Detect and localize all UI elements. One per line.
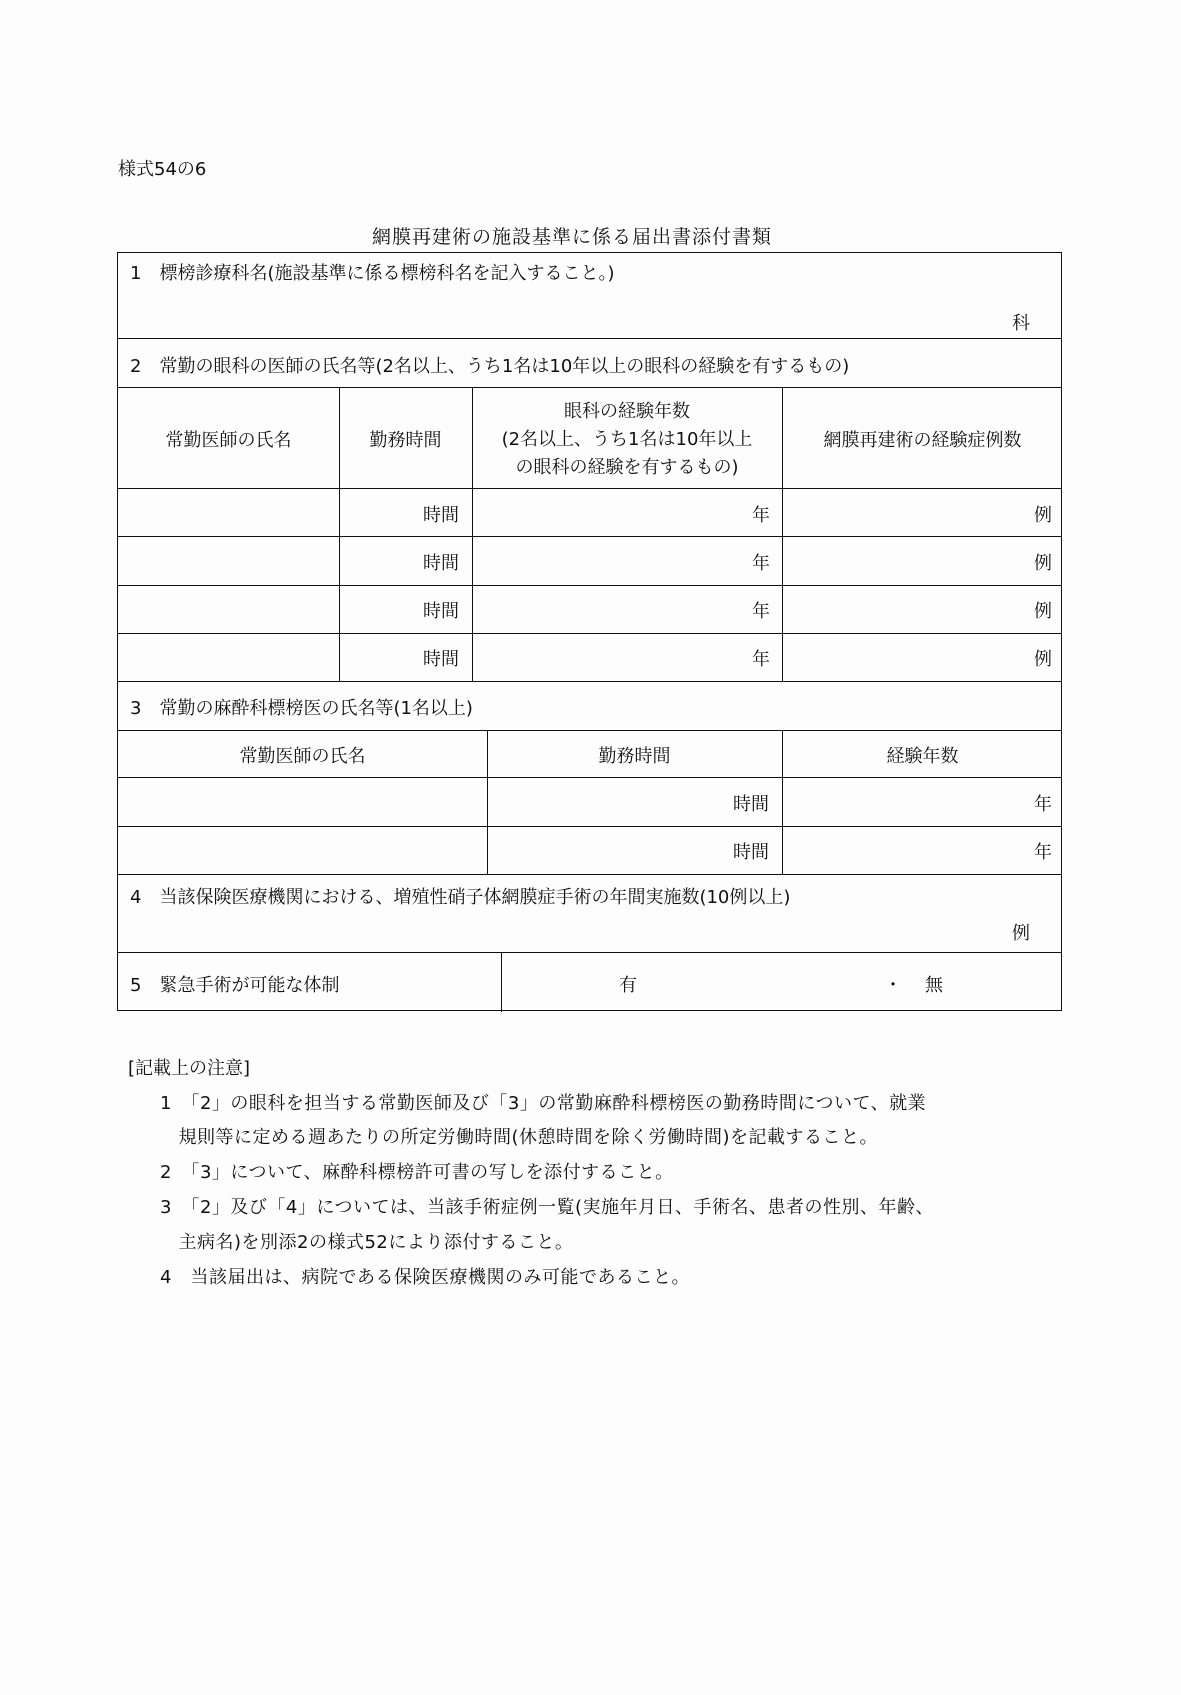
divider [118,681,1061,682]
hours-unit: 時間 [423,505,459,526]
section1-unit: 科 [1012,313,1030,334]
cases-unit: 例 [1034,505,1052,526]
divider [118,874,1061,875]
divider [118,488,1061,489]
hours-unit: 時間 [733,794,769,815]
hours-unit: 時間 [423,601,459,622]
notes-title: [記載上の注意] [128,1058,251,1079]
section5-label: 5 緊急手術が可能な体制 [130,975,340,996]
form-table [117,252,1062,1011]
doctor-name-input[interactable] [122,541,332,581]
col-header-ophthalmology-years [472,398,782,482]
note-item: 1 「2」の眼科を担当する常勤医師及び「3」の常勤麻酔科標榜医の勤務時間について、就業 [160,1093,927,1114]
years-unit: 年 [1034,842,1052,863]
divider [118,826,1061,827]
note-item: 2 「3」について、麻酔科標榜許可書の写しを添付すること。 [160,1162,674,1183]
note-item: 3 「2」及び「4」については、当該手術症例一覧(実施年月日、手術名、患者の性別、年齢、 [160,1197,935,1218]
doctor-name-input[interactable] [122,590,332,630]
divider [118,952,1061,953]
section3-label: 3 常勤の麻酔科標榜医の氏名等(1名以上) [130,698,473,719]
section1-input[interactable] [138,287,1018,333]
doctor-name-input[interactable] [122,493,332,533]
divider [118,585,1061,586]
option-no[interactable]: 無 [925,975,943,996]
note-item: 4 当該届出は、病院である保険医療機関のみ可能であること。 [160,1267,690,1288]
divider [118,730,1061,731]
divider [118,633,1061,634]
col-header-work-hours: 勤務時間 [598,746,671,767]
col-header-line: の眼科の経験を有するもの) [515,457,739,478]
section4-label: 4 当該保険医療機関における、増殖性硝子体網膜症手術の年間実施数(10例以上) [130,887,791,908]
divider [118,536,1061,537]
note-item: 規則等に定める週あたりの所定労働時間(休憩時間を除く労働時間)を記載すること。 [160,1127,879,1148]
section2-label: 2 常勤の眼科の医師の氏名等(2名以上、うち1名は10年以上の眼科の経験を有するもの) [130,356,850,377]
col-header-case-count: 網膜再建術の経験症例数 [823,430,1022,451]
section1-label: 1 標榜診療科名(施設基準に係る標榜科名を記入すること。) [130,263,615,284]
document-title: 網膜再建術の施設基準に係る届出書添付書類 [372,226,773,248]
cases-unit: 例 [1034,553,1052,574]
doctor-name-input[interactable] [122,638,332,678]
col-header-doctor-name: 常勤医師の氏名 [165,430,292,451]
years-unit: 年 [752,601,770,622]
note-item: 主病名)を別添2の様式52により添付すること。 [160,1232,574,1253]
divider [118,387,1061,388]
col-header-work-hours: 勤務時間 [369,430,442,451]
section4-unit: 例 [1012,923,1030,944]
hours-unit: 時間 [423,553,459,574]
col-header-line: 眼科の経験年数 [564,401,690,422]
col-header-doctor-name: 常勤医師の氏名 [239,746,366,767]
option-separator: ・ [884,975,902,996]
hours-unit: 時間 [423,649,459,670]
option-yes[interactable]: 有 [619,975,637,996]
cases-unit: 例 [1034,649,1052,670]
divider [501,952,502,1012]
section4-input[interactable] [138,909,1008,947]
col-header-experience-years: 経験年数 [886,746,959,767]
years-unit: 年 [752,649,770,670]
hours-unit: 時間 [733,842,769,863]
years-unit: 年 [752,505,770,526]
doctor-name-input[interactable] [122,831,482,871]
divider [118,338,1061,339]
years-unit: 年 [752,553,770,574]
years-unit: 年 [1034,794,1052,815]
doctor-name-input[interactable] [122,782,482,822]
divider [118,777,1061,778]
cases-unit: 例 [1034,601,1052,622]
col-header-line: (2名以上、うち1名は10年以上 [501,429,753,450]
form-id: 様式54の6 [118,159,207,180]
